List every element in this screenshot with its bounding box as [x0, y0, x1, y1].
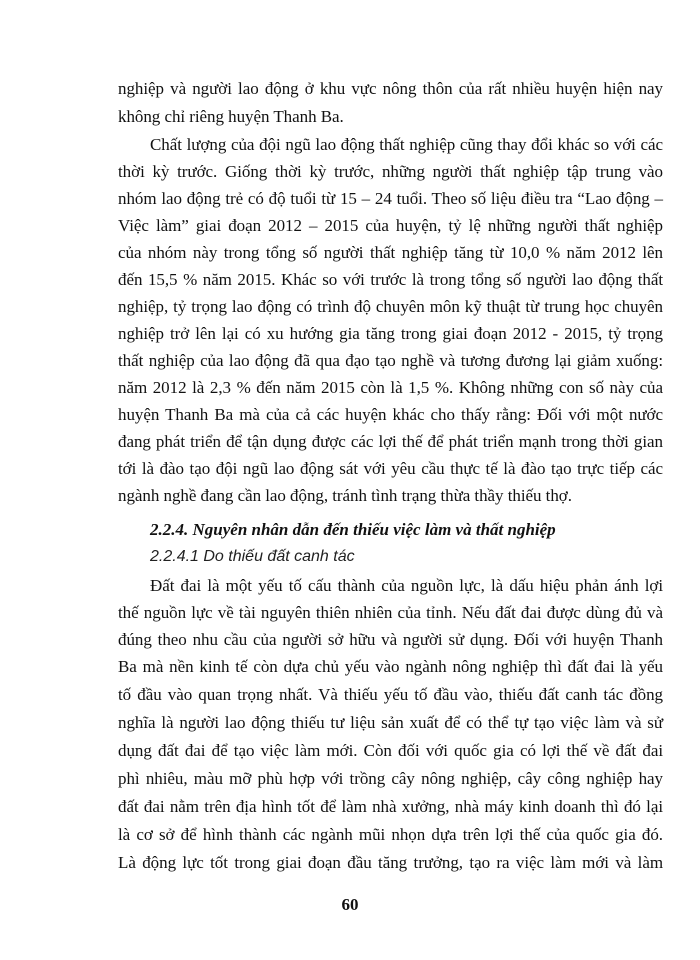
paragraph-line: huyện Thanh Ba mà của cả các huyện khác cho thấy rằng: Đối với một nước	[118, 405, 663, 424]
paragraph-line: nghiệp và người lao động ở khu vực nông thôn của rất nhiều huyện hiện nay	[118, 79, 663, 98]
subsection-heading: 2.2.4.1 Do thiếu đất canh tác	[150, 548, 355, 565]
paragraph-line: Việc làm” giai đoạn 2012 – 2015 của huyện, tỷ lệ những người thất nghiệp	[118, 216, 663, 235]
paragraph-line: tới là đào tạo đội ngũ lao động sát với yêu cầu thực tế là đào tạo trực tiếp các	[118, 459, 663, 478]
paragraph-line: thế nguồn lực về tài nguyên thiên nhiên của tỉnh. Nếu đất đai được dùng đủ và	[118, 603, 663, 622]
paragraph-line: thời kỳ trước. Giống thời kỳ trước, những người thất nghiệp tập trung vào	[118, 162, 663, 181]
paragraph-line: dụng đất đai để tạo việc làm mới. Còn đối với quốc gia có lợi thế về đất đai	[118, 741, 663, 760]
section-heading: 2.2.4. Nguyên nhân dẫn đến thiếu việc làm và thất nghiệp	[150, 520, 556, 539]
paragraph-line: năm 2012 là 2,3 % đến năm 2015 còn là 1,5 %. Không những con số này của	[118, 378, 663, 397]
paragraph-line: không chỉ riêng huyện Thanh Ba.	[118, 107, 344, 126]
paragraph-line: thất nghiệp của lao động đã qua đạo tạo nghề và tương đương lại giảm xuống:	[118, 351, 663, 370]
paragraph-line: nhóm lao động trẻ có độ tuổi từ 15 – 24 tuổi. Theo số liệu điều tra “Lao động –	[118, 189, 663, 208]
paragraph-line: đúng theo nhu cầu của người sở hữu và người sử dụng. Đối với huyện Thanh	[118, 630, 663, 649]
paragraph-line: đất đai nằm trên địa hình tốt để làm nhà xưởng, nhà máy kinh doanh thì đó lại	[118, 797, 663, 816]
paragraph-line: Ba mà nền kinh tế còn dựa chủ yếu vào ngành nông nghiệp thì đất đai là yếu	[118, 657, 663, 676]
paragraph-line: Là động lực tốt trong giai đoạn đầu tăng trưởng, tạo ra việc làm mới và làm	[118, 853, 663, 872]
paragraph-line: đến 15,5 % năm 2015. Khác so với trước là trong tổng số người lao động thất	[118, 270, 663, 289]
paragraph-line: ngành nghề đang cần lao động, tránh tình trạng thừa thầy thiếu thợ.	[118, 486, 572, 505]
paragraph-line: Chất lượng của đội ngũ lao động thất nghiệp cũng thay đổi khác so với các	[150, 135, 663, 154]
page-number: 60	[341, 895, 359, 914]
paragraph-line: nghiệp, tỷ trọng lao động có trình độ chuyên môn kỹ thuật từ trung học chuyên	[118, 297, 663, 316]
paragraph-line: phì nhiêu, màu mỡ phù hợp với trồng cây nông nghiệp, cây công nghiệp hay	[118, 769, 663, 788]
paragraph-line: là cơ sở để hình thành các ngành mũi nhọn dựa trên lợi thế của quốc gia đó.	[118, 825, 663, 844]
paragraph-line: tố đầu vào quan trọng nhất. Và thiếu yếu tố đầu vào, thiếu đất canh tác đồng	[118, 685, 663, 704]
paragraph-line: nghiệp trở lên lại có xu hướng gia tăng trong giai đoạn 2012 - 2015, tỷ trọng	[118, 324, 663, 343]
paragraph-line: của nhóm này trong tổng số người thất nghiệp tăng từ 10,0 % năm 2012 lên	[118, 243, 663, 262]
paragraph-line: nghĩa là người lao động thiếu tư liệu sản xuất để có thể tự tạo việc làm và sử	[118, 713, 663, 732]
paragraph-line: đang phát triển để tận dụng được các lợi thế để phát triển mạnh trong thời gian	[118, 432, 663, 451]
paragraph-line: Đất đai là một yếu tố cấu thành của nguồn lực, là dấu hiệu phản ánh lợi	[150, 576, 663, 595]
